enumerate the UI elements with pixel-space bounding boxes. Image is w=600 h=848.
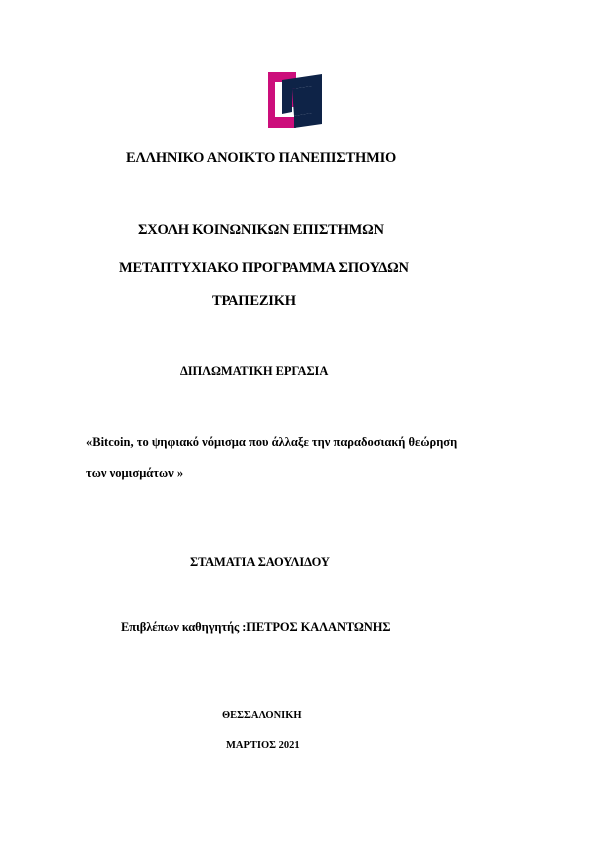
city: ΘΕΣΣΑΛΟΝΙΚΗ xyxy=(222,710,302,721)
specialty-name: ΤΡΑΠΕΖΙΚΗ xyxy=(212,293,296,309)
author-name: ΣΤΑΜΑΤΙΑ ΣΑΟΥΛΙΔΟΥ xyxy=(190,555,330,569)
university-logo-icon xyxy=(268,72,324,130)
university-name: ΕΛΛΗΝΙΚΟ ΑΝΟΙΚΤΟ ΠΑΝΕΠΙΣΤΗΜΙΟ xyxy=(126,150,397,166)
thesis-title-line-1: «Bitcoin, το ψηφιακό νόμισμα που άλλαξε την παραδοσιακή θεώρηση xyxy=(86,435,458,449)
thesis-type: ΔΙΠΛΩΜΑΤΙΚΗ ΕΡΓΑΣΙΑ xyxy=(180,364,329,378)
supervisor: Επιβλέπων καθηγητής :ΠΕΤΡΟΣ ΚΑΛΑΝΤΩΝΗΣ xyxy=(121,620,391,634)
date: ΜΑΡΤΙΟΣ 2021 xyxy=(226,740,300,751)
school-name: ΣΧΟΛΗ ΚΟΙΝΩΝΙΚΩΝ ΕΠΙΣΤΗΜΩΝ xyxy=(138,222,384,238)
thesis-title-line-2: των νομισμάτων » xyxy=(86,466,184,480)
program-name: ΜΕΤΑΠΤΥΧΙΑΚΟ ΠΡΟΓΡΑΜΜΑ ΣΠΟΥΔΩΝ xyxy=(119,260,409,276)
